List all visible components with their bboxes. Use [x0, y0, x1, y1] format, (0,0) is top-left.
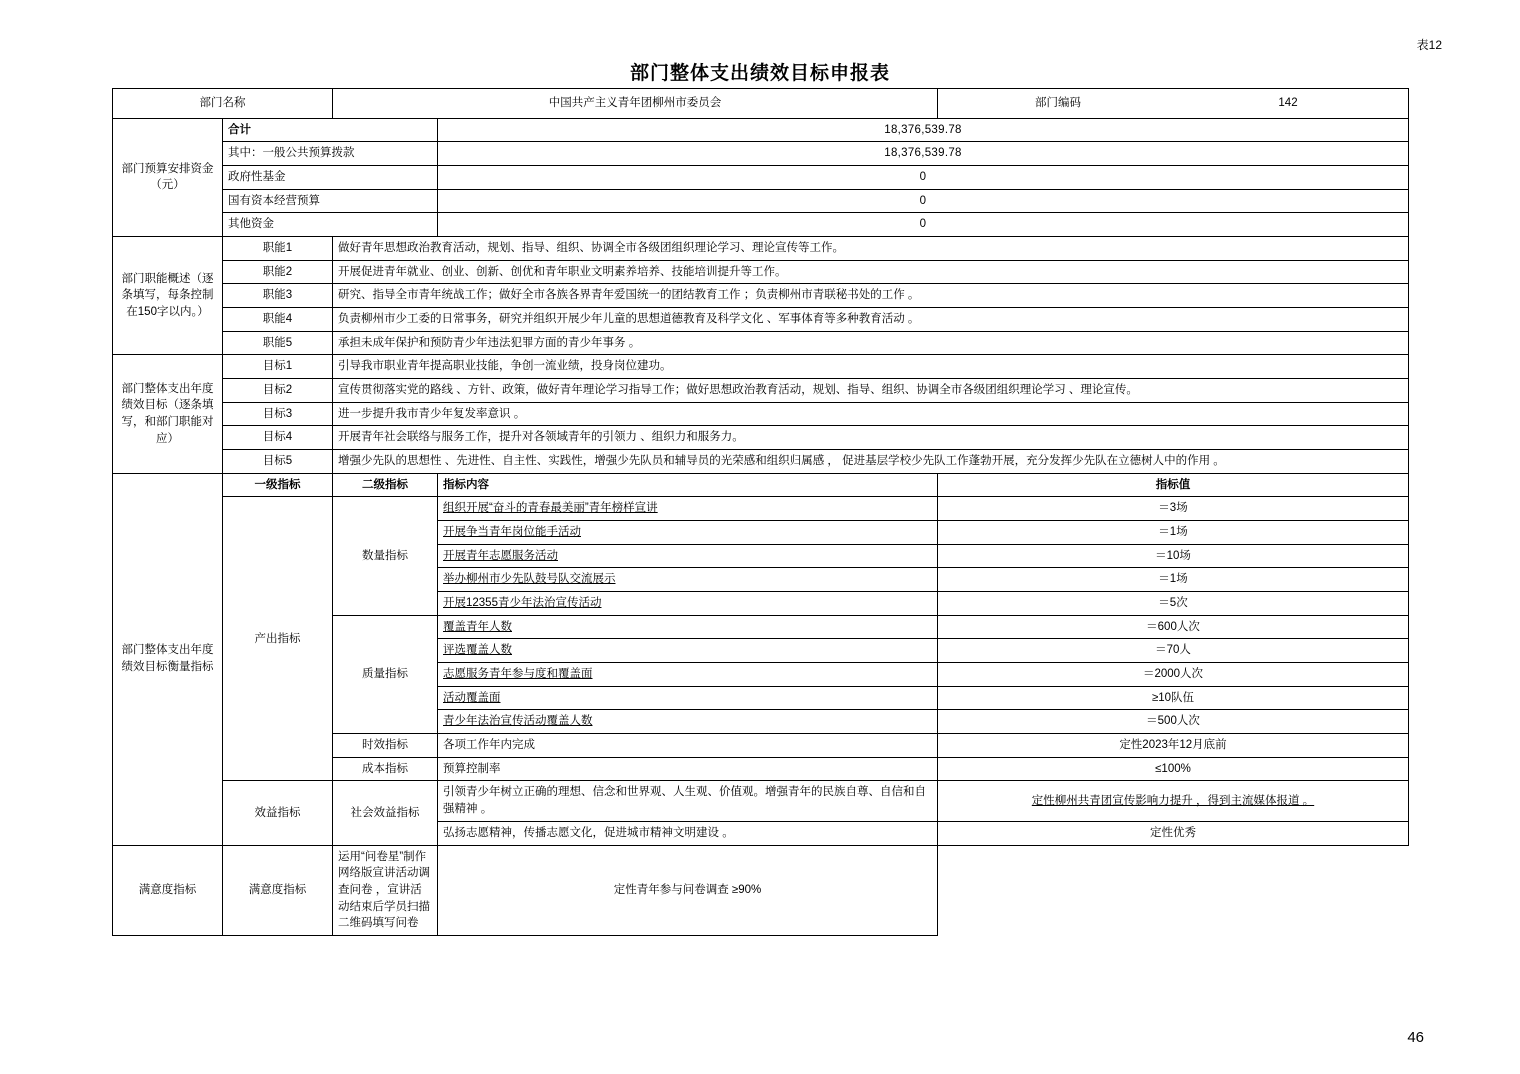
indicator-level1: 满意度指标 — [113, 845, 223, 935]
goal-text: 增强少先队的思想性 、先进性、自主性、实践性，增强少先队员和辅导员的光荣感和组织归属感 ， 促进基层学校少先队工作蓬勃开展，充分发挥少先队在立德树人中的作用 。 — [333, 450, 1409, 474]
indicator-level2: 数量指标 — [333, 497, 438, 615]
function-text: 负责柳州市少工委的日常事务，研究并组织开展少年儿童的思想道德教育及科学文化 、军事体育等多种教育活动 。 — [333, 308, 1409, 332]
indicator-value: ＝500人次 — [938, 710, 1409, 734]
table-row-function-1 — [113, 237, 1409, 261]
goal-text: 进一步提升我市青少年复发率意识 。 — [333, 402, 1409, 426]
table-row-indicator — [113, 497, 1409, 521]
indicator-content: 志愿服务青年参与度和覆盖面 — [438, 663, 938, 687]
function-key: 职能3 — [223, 284, 333, 308]
indicator-content: 开展青年志愿服务活动 — [438, 544, 938, 568]
goal-key: 目标1 — [223, 355, 333, 379]
table-row-indicator — [113, 845, 1409, 935]
function-text: 承担未成年保护和预防青少年违法犯罪方面的青少年事务 。 — [333, 331, 1409, 355]
indicator-content: 评选覆盖人数 — [438, 639, 938, 663]
funds-item-value: 0 — [438, 189, 1409, 213]
table-row-funds-total — [113, 118, 1409, 142]
dept-name-value: 中国共产主义青年团柳州市委员会 — [333, 89, 938, 119]
indicator-value: ≥10队伍 — [938, 686, 1409, 710]
table-row-function-3 — [113, 284, 1409, 308]
table-row-function-2 — [113, 260, 1409, 284]
goal-text: 引导我市职业青年提高职业技能，争创一流业绩，投身岗位建功。 — [333, 355, 1409, 379]
table-row-goal-4 — [113, 426, 1409, 450]
funds-item-name: 其他资金 — [223, 213, 438, 237]
goals-label: 部门整体支出年度绩效目标（逐条填写，和部门职能对应） — [113, 355, 223, 473]
dept-code-label: 部门编码 — [1035, 97, 1081, 109]
function-key: 职能4 — [223, 308, 333, 332]
goal-text: 开展青年社会联络与服务工作，提升对各领域青年的引领力 、组织力和服务力。 — [333, 426, 1409, 450]
indicator-content: 弘扬志愿精神，传播志愿文化，促进城市精神文明建设 。 — [438, 821, 938, 845]
goal-key: 目标2 — [223, 379, 333, 403]
indicator-value: 定性柳州共青团宣传影响力提升 ，得到主流媒体报道 。 — [938, 781, 1409, 821]
table-row-indicator — [113, 781, 1409, 821]
table-row-goal-1 — [113, 355, 1409, 379]
indicator-value: 定性青年参与问卷调查 ≥90% — [438, 845, 938, 935]
funds-item-value: 0 — [438, 213, 1409, 237]
indicator-level1: 效益指标 — [223, 781, 333, 845]
table-row-goal-2 — [113, 379, 1409, 403]
indicator-value: ＝1场 — [938, 568, 1409, 592]
page-title: 部门整体支出绩效目标申报表 — [629, 63, 890, 84]
indicator-value: ＝1场 — [938, 521, 1409, 545]
indicator-level2: 质量指标 — [333, 615, 438, 733]
table-row-function-4 — [113, 308, 1409, 332]
indicator-content: 青少年法治宣传活动覆盖人数 — [438, 710, 938, 734]
indicator-content: 举办柳州市少先队鼓号队交流展示 — [438, 568, 938, 592]
indicator-content: 开展12355青少年法治宣传活动 — [438, 592, 938, 616]
indicator-value: ＝2000人次 — [938, 663, 1409, 687]
function-key: 职能1 — [223, 237, 333, 261]
table-row-funds-govfund — [113, 166, 1409, 190]
indicator-col-level1: 一级指标 — [223, 473, 333, 497]
goal-key: 目标5 — [223, 450, 333, 474]
indicator-content: 各项工作年内完成 — [438, 734, 938, 758]
functions-label: 部门职能概述（逐条填写，每条控制在150字以内。） — [113, 237, 223, 355]
indicator-value: 定性优秀 — [938, 821, 1409, 845]
indicator-content: 预算控制率 — [438, 757, 938, 781]
indicator-value: ＝70人 — [938, 639, 1409, 663]
indicator-level2: 社会效益指标 — [333, 781, 438, 845]
performance-target-table — [112, 88, 1409, 936]
funds-item-name: 政府性基金 — [223, 166, 438, 190]
indicator-col-level2: 二级指标 — [333, 473, 438, 497]
funds-item-name: 其中：一般公共预算拨款 — [223, 142, 438, 166]
function-key: 职能5 — [223, 331, 333, 355]
indicator-level1: 产出指标 — [223, 497, 333, 781]
indicator-content: 引领青少年树立正确的理想、信念和世界观、人生观、价值观。增强青年的民族自尊、自信和自强精神 。 — [438, 781, 938, 821]
goal-key: 目标4 — [223, 426, 333, 450]
funds-label: 部门预算安排资金（元） — [113, 118, 223, 236]
table-row-indicator-header — [113, 473, 1409, 497]
indicator-level2: 成本指标 — [333, 757, 438, 781]
form-number-tag: 表12 — [1416, 38, 1442, 52]
indicator-content: 活动覆盖面 — [438, 686, 938, 710]
indicator-content: 覆盖青年人数 — [438, 615, 938, 639]
indicator-level2: 时效指标 — [333, 734, 438, 758]
table-row-goal-3 — [113, 402, 1409, 426]
function-text: 做好青年思想政治教育活动，规划、指导、组织、协调全市各级团组织理论学习、理论宣传等工作。 — [333, 237, 1409, 261]
dept-code-cell — [938, 89, 1409, 119]
table-row-goal-5 — [113, 450, 1409, 474]
table-row-dept-name — [113, 89, 1409, 119]
page-number: 46 — [1407, 1029, 1424, 1046]
funds-item-value: 18,376,539.78 — [438, 142, 1409, 166]
indicator-value: 定性2023年12月底前 — [938, 734, 1409, 758]
indicator-value: ＝600人次 — [938, 615, 1409, 639]
table-row-funds-stateowned — [113, 189, 1409, 213]
dept-code-value: 142 — [1278, 97, 1298, 109]
table-row-function-5 — [113, 331, 1409, 355]
table-row-funds-general — [113, 142, 1409, 166]
funds-item-value: 0 — [438, 166, 1409, 190]
indicator-value: ≤100% — [938, 757, 1409, 781]
indicator-content: 组织开展“奋斗的青春最美丽”青年榜样宣讲 — [438, 497, 938, 521]
goal-text: 宣传贯彻落实党的路线 、方针、政策，做好青年理论学习指导工作；做好思想政治教育活动，规划、指导、组织、协调全市各级团组织理论学习 、理论宣传。 — [333, 379, 1409, 403]
indicators-label: 部门整体支出年度绩效目标衡量指标 — [113, 473, 223, 845]
funds-item-value: 18,376,539.78 — [438, 118, 1409, 142]
funds-item-name: 国有资本经营预算 — [223, 189, 438, 213]
function-text: 开展促进青年就业、创业、创新、创优和青年职业文明素养培养、技能培训提升等工作。 — [333, 260, 1409, 284]
goal-key: 目标3 — [223, 402, 333, 426]
indicator-level2: 满意度指标 — [223, 845, 333, 935]
indicator-col-value: 指标值 — [938, 473, 1409, 497]
indicator-col-content: 指标内容 — [438, 473, 938, 497]
indicator-value: ＝3场 — [938, 497, 1409, 521]
indicator-value: ＝5次 — [938, 592, 1409, 616]
indicator-content: 运用“问卷星”制作网络版宣讲活动调查问卷 ，宣讲活动结束后学员扫描二维码填写问卷 — [333, 845, 438, 935]
dept-name-label: 部门名称 — [113, 89, 333, 119]
indicator-value: ＝10场 — [938, 544, 1409, 568]
indicator-content: 开展争当青年岗位能手活动 — [438, 521, 938, 545]
table-row-funds-other — [113, 213, 1409, 237]
funds-item-name: 合计 — [223, 118, 438, 142]
function-key: 职能2 — [223, 260, 333, 284]
function-text: 研究、指导全市青年统战工作；做好全市各族各界青年爱国统一的团结教育工作 ；负责柳州市青联秘书处的工作 。 — [333, 284, 1409, 308]
